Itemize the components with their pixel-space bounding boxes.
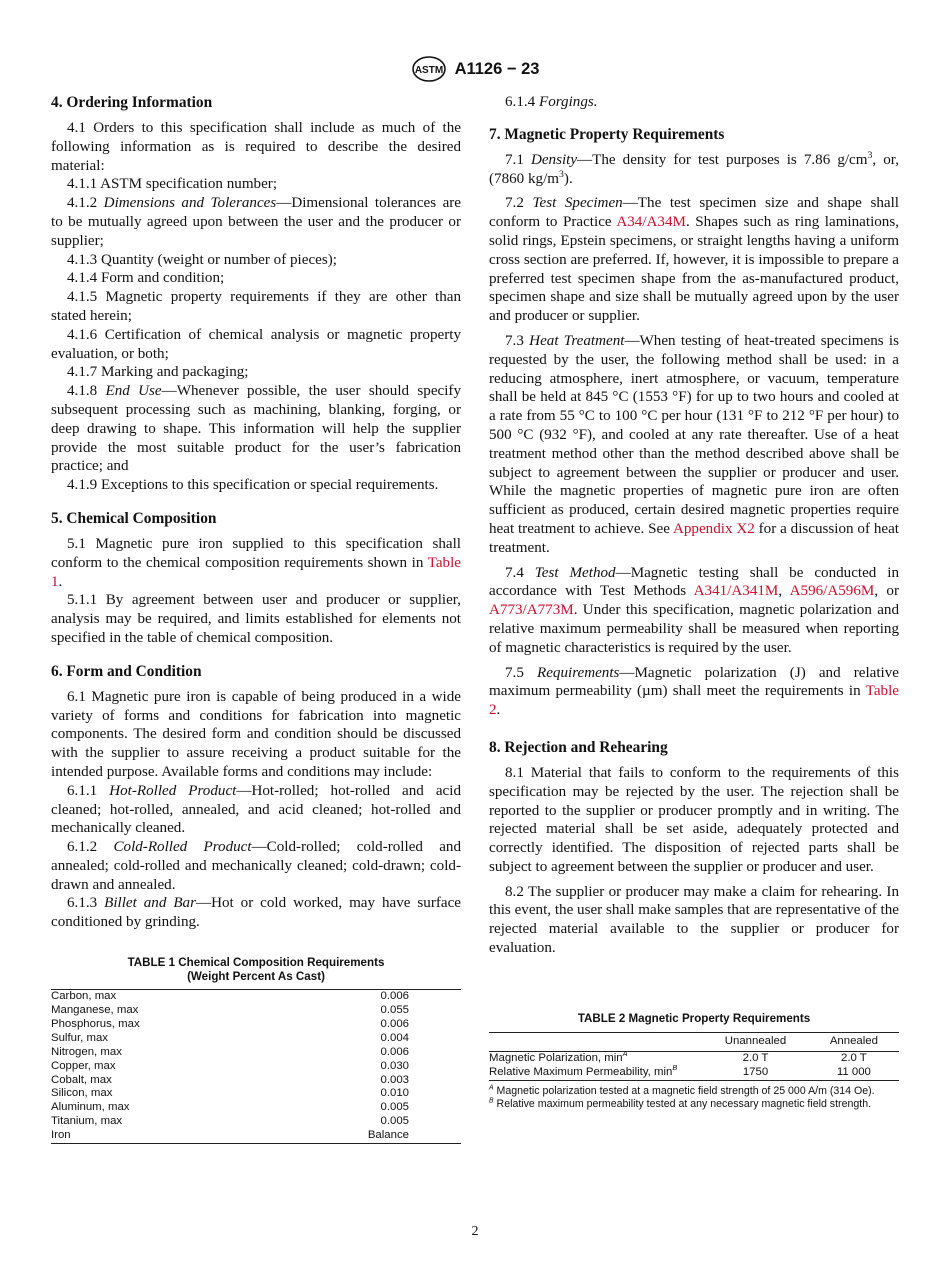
table-1-element-cell: Nitrogen, max [51,1045,122,1058]
paragraph-7-3: 7.3 Heat Treatment—When testing of heat-treated specimens is requested by the user, the following method shall be used: in a reducing atmosphere, inert atmosphere, or vacuum, temperature shall be held at 845 °C (1553 °F) for up to two hours and cooled at a rate from 55 °C to 100 °C per hour (131 °F to 212 °F per hour) to 500 °C (932 °F), and cooled at any rate thereafter. Use of a heat treatment method other than the method described above shall be subject to agreement between the supplier or producer and user. While the magnetic properties of magnetic pure iron are often sufficient as produced, certain desired magnetic properties require heat treatment to achieve. See Appendix X2 for a discussion of heat treatment. [489,332,899,556]
section-6-heading: 6. Form and Condition [51,662,202,680]
paragraph-6-1-3: 6.1.3 Billet and Bar—Hot or cold worked, may have surface conditioned by grinding. [51,895,461,931]
table-2-header-unannealed: Unannealed [702,1032,809,1051]
table-row [51,1074,461,1088]
paragraph-5-1-1: 5.1.1 By agreement between user and producer or supplier, analysis may be required, and limits established for elements not specified in the table of chemical composition. [51,592,461,646]
paragraph-8-2: 8.2 The supplier or producer may make a claim for rehearing. In this event, the user shall make samples that are representative of the rejected material available to the supplier or producer for evaluation. [489,883,899,957]
paragraph-4-1-7: 4.1.7 Marking and packaging; [67,364,249,381]
table-1-value-cell: 0.003 [380,1073,409,1086]
paragraph-4-1-4: 4.1.4 Form and condition; [67,270,225,287]
right-column [489,90,899,1112]
a596-link[interactable]: A596/A596M [789,583,875,600]
table-2-row-label: Magnetic Polarization, $\min^A$ [489,1048,628,1064]
table-1-subtitle: (Weight Percent As Cast) [187,970,325,984]
table-row [51,1046,461,1060]
paragraph-4-1-9: 4.1.9 Exceptions to this specification or special requirements. [67,477,439,494]
page-header [0,56,950,84]
paragraph-6-1-2: 6.1.2 Cold-Rolled Product—Cold-rolled; cold-rolled and annealed; cold-rolled and mechanically cleaned; cold-drawn; cold-drawn and annealed. [51,839,461,893]
table-2-footnote-a: $^A$ Magnetic polarization tested at a magnetic field strength of 25 000 A/m (314 Oe). [489,1084,875,1097]
paragraph-4-1-5: 4.1.5 Magnetic property requirements if they are other than stated herein; [51,289,461,324]
table-1-value-cell: 0.030 [380,1059,409,1072]
table-1-link[interactable]: Table 1 [51,554,461,590]
table-2-header-annealed: Annealed [809,1032,899,1051]
table-row [51,1087,461,1101]
table-1-element-cell: Phosphorus, max [51,1017,140,1030]
table-row [51,1129,461,1143]
table-1-element-cell: Copper, max [51,1059,116,1072]
table-1-grid [51,989,461,1144]
table-1-element-cell: Titanium, max [51,1115,123,1128]
table-1-value-cell: Balance [367,1129,409,1142]
table-2-link[interactable]: Table 2 [489,683,899,719]
table-2-cell: 2.0 T [742,1051,769,1064]
paragraph-6-1-4: 6.1.4 Forgings. [505,94,598,110]
section-8-heading: 8. Rejection and Rehearing [489,738,668,756]
table-2 [489,1012,899,1112]
table-1-element-cell: Silicon, max [51,1087,113,1100]
document-id: A1126 − 23 [454,59,540,78]
paragraph-4-1: 4.1 Orders to this specification shall include as much of the following information as is required to describe the desired material: [51,120,461,174]
table-1-element-cell: Iron [51,1129,71,1142]
table-row [51,1101,461,1115]
table-2-header-blank [489,1032,702,1051]
table-2-cell: 2.0 T [841,1051,867,1064]
table-row [51,1004,461,1018]
table-1-element-cell: Carbon, max [51,990,117,1003]
table-2-cell: 1750 [742,1065,769,1078]
paragraph-4-1-3: 4.1.3 Quantity (weight or number of pieces); [67,251,337,268]
table-1-element-cell: Cobalt, max [51,1073,112,1086]
table-row [51,1032,461,1046]
page-number: 2 [471,1224,479,1239]
astm-logo-icon [411,56,447,82]
table-1-element-cell: Aluminum, max [51,1101,130,1114]
table-2-row-label: Relative Maximum Permeability, $\min^B$ [489,1062,678,1078]
table-row [489,1051,899,1065]
paragraph-4-1-6: 4.1.6 Certification of chemical analysis or magnetic property evaluation, or both; [51,326,461,362]
table-row [489,1066,899,1080]
left-column [51,90,461,1144]
paragraph-4-1-2: 4.1.2 Dimensions and Tolerances—Dimensional tolerances are to be mutually agreed upon between the user and the producer or supplier; [51,195,461,249]
table-1-element-cell: Manganese, max [51,1003,139,1016]
section-7-heading: 7. Magnetic Property Requirements [489,125,725,143]
paragraph-4-1-1: 4.1.1 ASTM specification number; [67,176,278,193]
paragraph-7-4: 7.4 Test Method—Magnetic testing shall be conducted in accordance with Test Methods A341/A341M, A596/A596M, or A773/A773M. Under this specification, magnetic polarization and relative maximum permeability shall be measured when reporting of magnetic characteristics is required by the user. [489,564,900,656]
svg-text:ASTM: ASTM [414,65,443,76]
table-1-value-cell: 0.004 [380,1031,409,1044]
table-1-value-cell: 0.005 [380,1101,409,1114]
table-1-value-cell: 0.006 [380,1017,409,1030]
table-row [51,1018,461,1032]
table-row [51,1115,461,1129]
paragraph-7-1: 7.1 Density—The density for test purposes is 7.86 $g/cm^3$, or, (7860 $kg/m^3$). [489,149,899,187]
paragraph-4-1-8: 4.1.8 End Use—Whenever possible, the user should specify subsequent processing such as machining, blanking, forging, or deep drawing to shape. This information will help the supplier provide the most suitable product for the user’s fabrication practice; and [51,383,461,475]
paragraph-6-1: 6.1 Magnetic pure iron is capable of being produced in a wide variety of forms and conditions for fabrication into magnetic components. The desired form and condition should be discussed with the supplier to assure receiving a product suitable for the intended purpose. Available forms and conditions may include: [51,688,461,780]
table-1-title: TABLE 1 Chemical Composition Requirements [127,956,385,970]
paragraph-7-5: 7.5 Requirements—Magnetic polarization (J) and relative maximum permeability (µm) shall meet the requirements in Table 2. [489,664,899,719]
table-2-cell: 11 000 [836,1065,871,1078]
table-2-title: TABLE 2 Magnetic Property Requirements [577,1011,811,1025]
paragraph-6-1-1: 6.1.1 Hot-Rolled Product—Hot-rolled; hot-rolled and acid cleaned; hot-rolled, annealed, and acid cleaned; hot-rolled and mechanically cleaned. [51,782,461,837]
appendix-x2-link[interactable]: Appendix X2 [672,520,755,537]
table-1-value-cell: 0.006 [380,1045,409,1058]
a341-link[interactable]: A341/A341M [693,583,779,600]
table-1-element-cell: Sulfur, max [51,1031,108,1044]
table-row [51,990,461,1004]
a34-link[interactable]: A34/A34M [616,214,686,231]
table-1 [51,956,461,1144]
table-1-value-cell: 0.006 [380,990,409,1003]
a773-link[interactable]: A773/A773M [489,602,574,619]
table-1-value-cell: 0.010 [380,1087,409,1100]
paragraph-8-1: 8.1 Material that fails to conform to the requirements of this specification may be rejected by the user. The rejection shall be reported to the supplier or producer promptly and in writing. The rejected material shall be set aside, adequately protected and correctly identified. The disposition of rejected parts shall be subject to agreement between the supplier or producer and user. [489,764,899,875]
table-1-value-cell: 0.055 [380,1003,409,1016]
table-row [51,1060,461,1074]
table-1-value-cell: 0.005 [380,1115,409,1128]
table-2-footnote-b: $^B$ Relative maximum permeability tested at any necessary magnetic field strength. [489,1097,872,1111]
table-2-grid [489,1032,899,1081]
section-4-heading: 4. Ordering Information [51,94,213,111]
paragraph-7-2: 7.2 Test Specimen—The test specimen size and shape shall conform to Practice A34/A34M. Shapes such as ring laminations, solid rings, Epstein specimens, or straight lengths having a uniform cross section are preferred. If, however, it is impossible to prepare a preferred test specimen shape from the as-manufactured product, specimen shape and size shall be mutually agreed upon by the user and producer or supplier. [489,195,899,325]
section-5-heading: 5. Chemical Composition [51,509,217,527]
paragraph-5-1: 5.1 Magnetic pure iron supplied to this specification shall conform to the chemical composition requirements shown in Table 1. [51,535,461,590]
